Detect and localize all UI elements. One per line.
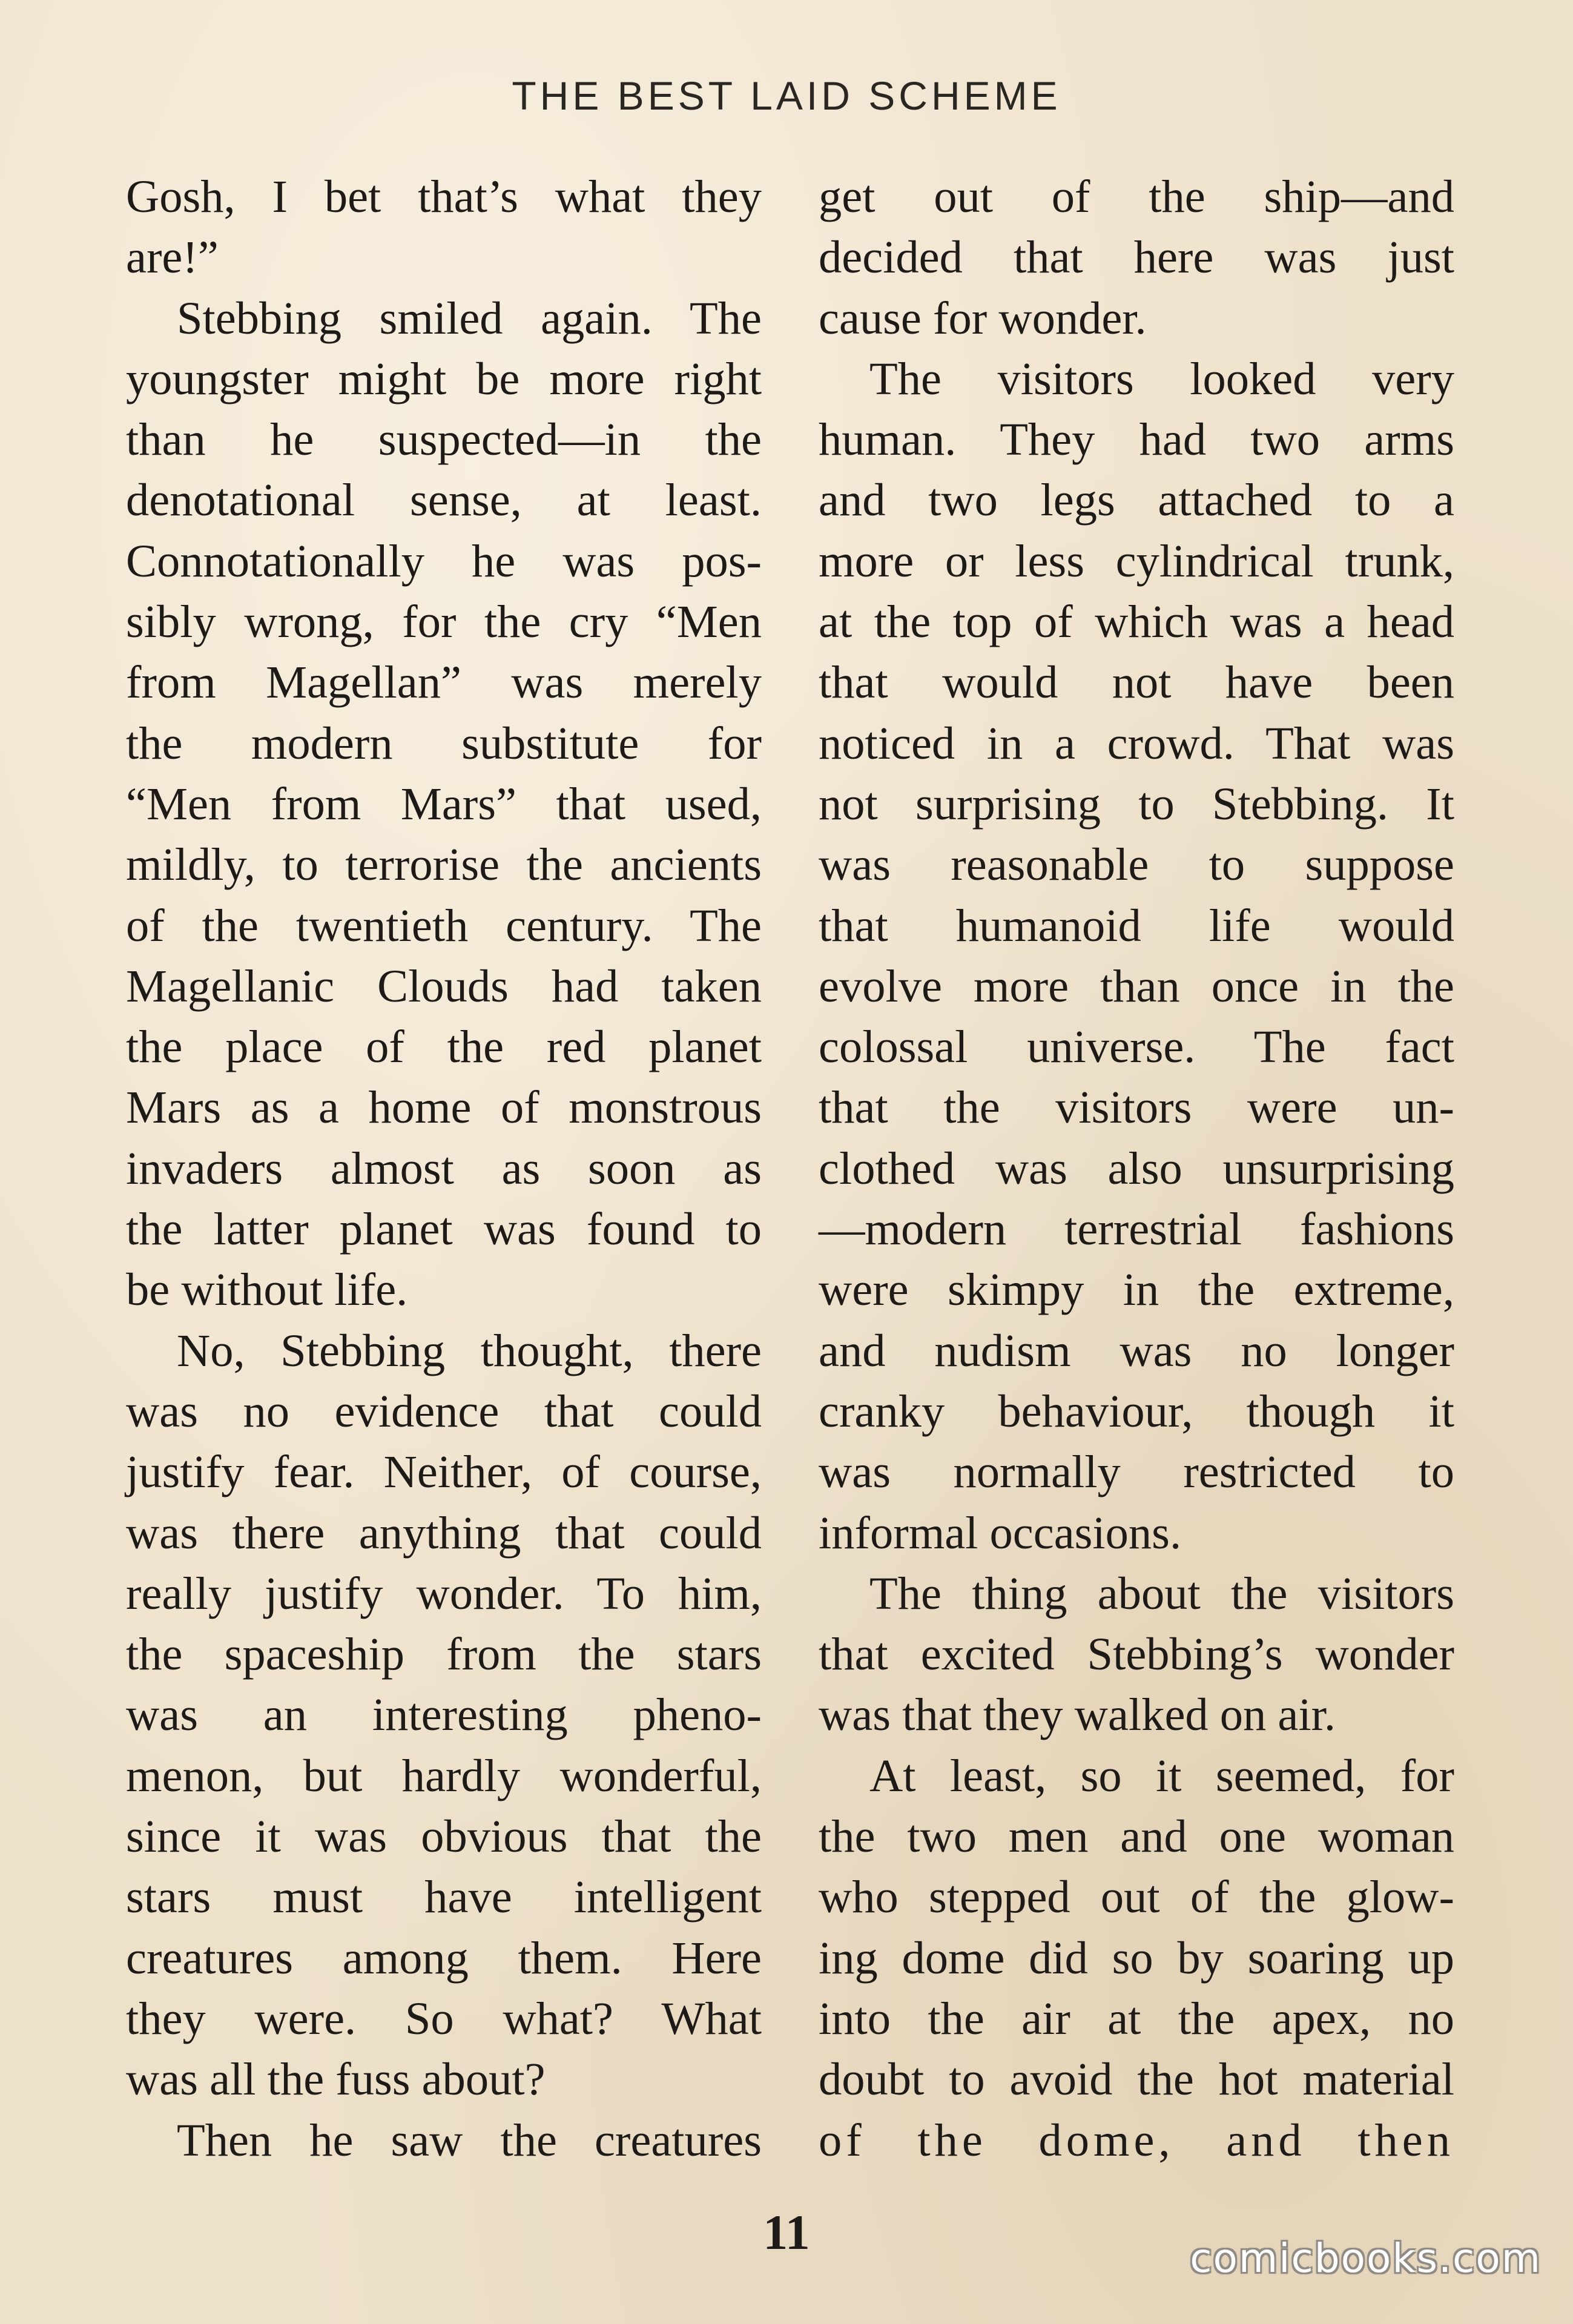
page-number: 11 — [763, 2205, 810, 2260]
text-line: from Magellan” was merely — [126, 656, 762, 708]
text-column-right — [819, 167, 1454, 2171]
text-line: Then he saw the creatures — [177, 2114, 762, 2166]
text-line: that humanoid life would — [819, 899, 1454, 951]
text-line: was an interesting pheno- — [126, 1689, 762, 1741]
text-line: the two men and one woman — [819, 1811, 1454, 1863]
text-line: into the air at the apex, no — [819, 1992, 1454, 2044]
site-watermark: comicbooks.com — [1190, 2235, 1542, 2282]
text-line: was reasonable to suppose — [819, 839, 1454, 891]
text-line: The thing about the visitors — [869, 1567, 1454, 1619]
text-line: get out of the ship—and — [819, 171, 1454, 222]
text-line: that excited Stebbing’s wonder — [819, 1628, 1454, 1680]
text-line: mildly, to terrorise the ancients — [126, 839, 762, 891]
text-line: who stepped out of the glow- — [819, 1871, 1454, 1923]
text-line: clothed was also unsurprising — [819, 1142, 1454, 1194]
text-line: the spaceship from the stars — [126, 1628, 762, 1680]
text-line: denotational sense, at least. — [126, 474, 762, 526]
text-line: at the top of which was a head — [819, 596, 1454, 648]
text-line: noticed in a crowd. That was — [819, 717, 1454, 769]
text-line: was no evidence that could — [126, 1385, 762, 1437]
text-line: “Men from Mars” that used, — [126, 777, 762, 830]
text-line: invaders almost as soon as — [126, 1142, 762, 1194]
text-line: sibly wrong, for the cry “Men — [126, 596, 762, 648]
text-line: creatures among them. Here — [126, 1932, 762, 1984]
text-line: was that they walked on air. — [819, 1689, 1336, 1741]
text-line: evolve more than once in the — [819, 960, 1454, 1012]
text-line: decided that here was just — [819, 231, 1454, 283]
text-line: was all the fuss about? — [126, 2053, 546, 2105]
text-line: and two legs attached to a — [819, 474, 1454, 526]
text-line: were skimpy in the extreme, — [819, 1264, 1454, 1316]
text-line: No, Stebbing thought, there — [177, 1324, 762, 1376]
running-head: THE BEST LAID SCHEME — [512, 73, 1061, 118]
text-line: that would not have been — [819, 656, 1454, 708]
text-line: human. They had two arms — [819, 414, 1454, 466]
text-line: they were. So what? What — [126, 1992, 762, 2044]
text-line: Connotationally he was pos- — [126, 535, 762, 587]
text-line: not surprising to Stebbing. It — [819, 777, 1454, 830]
text-line: —modern terrestrial fashions — [819, 1203, 1454, 1255]
text-line: the latter planet was found to — [126, 1203, 762, 1255]
text-line: Stebbing smiled again. The — [177, 292, 762, 344]
text-line: be without life. — [126, 1264, 408, 1316]
text-column-left — [126, 167, 762, 2171]
text-line: of the dome, and then — [819, 2114, 1454, 2166]
text-line: Mars as a home of monstrous — [126, 1081, 762, 1134]
text-line: The visitors looked very — [869, 352, 1454, 404]
text-line: cause for wonder. — [819, 292, 1147, 344]
text-line: the place of the red planet — [126, 1021, 762, 1073]
text-line: youngster might be more right — [126, 352, 762, 404]
text-line: than he suspected—in the — [126, 414, 762, 466]
text-line: and nudism was no longer — [819, 1324, 1454, 1376]
text-line: At least, so it seemed, for — [869, 1749, 1454, 1801]
text-line: colossal universe. The fact — [819, 1021, 1454, 1073]
text-line: of the twentieth century. The — [126, 899, 762, 951]
text-line: Magellanic Clouds had taken — [126, 960, 762, 1012]
text-line: that the visitors were un- — [819, 1081, 1454, 1134]
text-line: stars must have intelligent — [126, 1871, 762, 1923]
text-line: was there anything that could — [126, 1507, 762, 1559]
text-line: informal occasions. — [819, 1507, 1182, 1559]
text-line: justify fear. Neither, of course, — [126, 1446, 762, 1498]
text-line: the modern substitute for — [126, 717, 762, 769]
text-line: Gosh, I bet that’s what they — [126, 171, 762, 222]
text-line: doubt to avoid the hot material — [819, 2053, 1454, 2105]
text-line: are!” — [126, 231, 219, 283]
text-line: more or less cylindrical trunk, — [819, 535, 1454, 587]
text-line: was normally restricted to — [819, 1446, 1454, 1498]
text-line: since it was obvious that the — [126, 1811, 762, 1863]
text-line: menon, but hardly wonderful, — [126, 1749, 762, 1801]
text-line: ing dome did so by soaring up — [819, 1932, 1454, 1984]
text-line: cranky behaviour, though it — [819, 1385, 1454, 1437]
text-line: really justify wonder. To him, — [126, 1567, 762, 1619]
